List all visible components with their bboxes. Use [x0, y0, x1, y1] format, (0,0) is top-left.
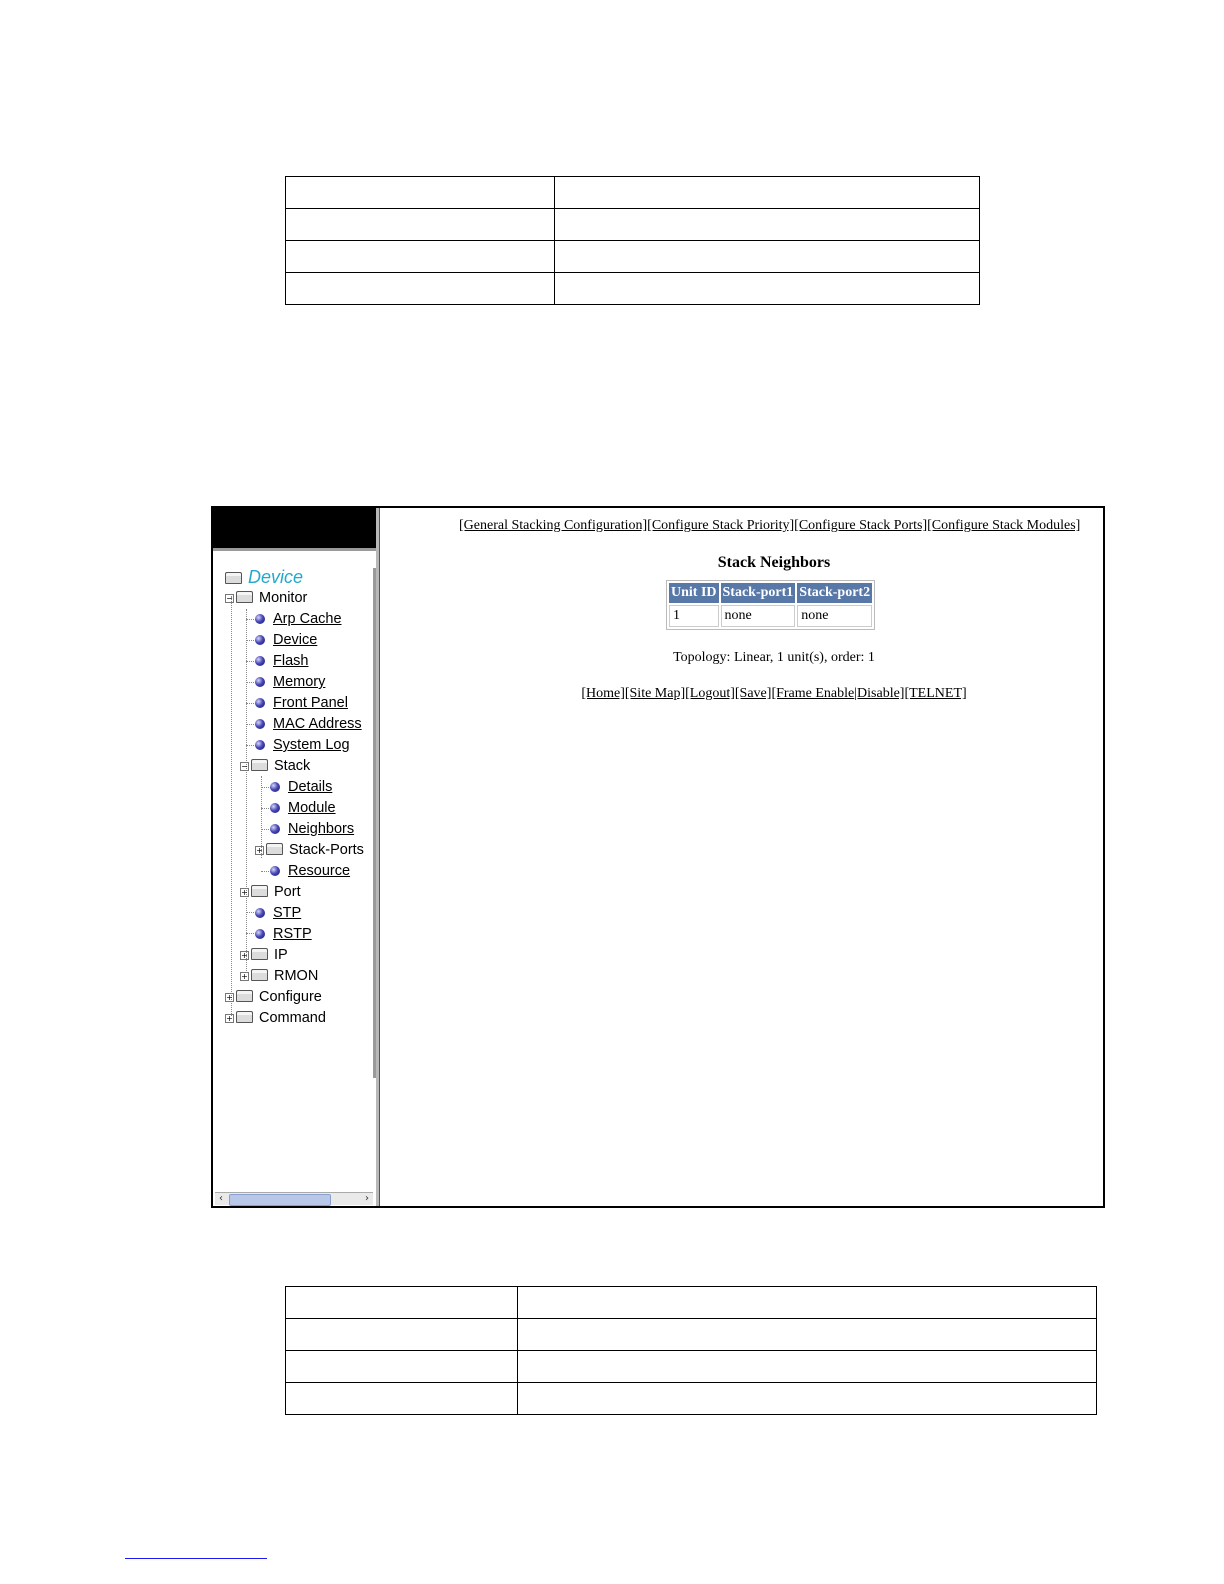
bullet-icon [255, 614, 265, 624]
link-home[interactable]: [Home] [581, 686, 625, 701]
tree-item-memory[interactable] [255, 673, 325, 691]
tree-item-module[interactable] [270, 799, 336, 817]
tree-label-rmon: RMON [274, 968, 319, 984]
tree-label-configure: Configure [259, 989, 322, 1005]
folder-open-icon [251, 759, 268, 771]
cell-stack-port1: none [721, 605, 796, 627]
link-memory[interactable]: Memory [273, 674, 326, 690]
tree-node-configure[interactable] [225, 988, 322, 1006]
link-disable[interactable]: |Disable] [854, 686, 905, 701]
tree-item-system-log[interactable] [255, 736, 350, 754]
header-unit-id: Unit ID [669, 583, 719, 603]
document-table-bottom [285, 1286, 1097, 1415]
tree-node-port[interactable] [240, 883, 301, 901]
tree-node-stack-ports[interactable] [255, 841, 364, 859]
bullet-icon [270, 782, 280, 792]
link-details[interactable]: Details [288, 779, 333, 795]
tree-item-arp-cache[interactable] [255, 610, 342, 628]
tree-node-command[interactable] [225, 1009, 326, 1027]
expand-icon[interactable]: + [241, 972, 248, 981]
folder-icon [236, 990, 253, 1002]
link-flash[interactable]: Flash [273, 653, 309, 669]
link-configure-stack-priority[interactable]: [Configure Stack Priority] [647, 518, 795, 533]
bullet-icon [255, 635, 265, 645]
scroll-right-icon[interactable]: › [365, 1193, 369, 1204]
link-stp[interactable]: STP [273, 905, 302, 921]
expand-icon[interactable]: + [226, 1014, 233, 1023]
bullet-icon [255, 656, 265, 666]
table-header-row [669, 583, 872, 603]
expand-icon[interactable]: + [226, 993, 233, 1002]
link-mac-address[interactable]: MAC Address [273, 716, 362, 732]
tree-node-stack[interactable] [240, 757, 310, 775]
link-system-log[interactable]: System Log [273, 737, 350, 753]
scroll-thumb[interactable] [229, 1194, 331, 1206]
bullet-icon [255, 740, 265, 750]
main-content [381, 508, 1101, 1206]
link-rstp[interactable]: RSTP [273, 926, 312, 942]
folder-icon [236, 1011, 253, 1023]
cell-unit-id: 1 [669, 605, 719, 627]
tree-item-front-panel[interactable] [255, 694, 348, 712]
footer-links [381, 686, 1167, 702]
folder-open-icon [236, 591, 253, 603]
link-module[interactable]: Module [288, 800, 336, 816]
link-device[interactable]: Device [273, 632, 318, 648]
link-site-map[interactable]: [Site Map] [624, 686, 686, 701]
tree-item-resource[interactable] [270, 862, 350, 880]
bullet-icon [255, 698, 265, 708]
collapse-icon[interactable]: − [226, 594, 233, 603]
link-arp-cache[interactable]: Arp Cache [273, 611, 342, 627]
tree-node-rmon[interactable] [240, 967, 318, 985]
folder-icon [251, 969, 268, 981]
tree-label-command: Command [259, 1010, 326, 1026]
tree-item-neighbors[interactable] [270, 820, 354, 838]
link-configure-stack-ports[interactable]: [Configure Stack Ports] [794, 518, 928, 533]
expand-icon[interactable]: + [241, 888, 248, 897]
tree-item-mac-address[interactable] [255, 715, 362, 733]
link-front-panel[interactable]: Front Panel [273, 695, 348, 711]
navigation-tree [213, 508, 373, 1198]
header-stack-port1: Stack-port1 [721, 583, 796, 603]
link-logout[interactable]: [Logout] [685, 686, 735, 701]
header-stack-port2: Stack-port2 [797, 583, 872, 603]
bullet-icon [255, 908, 265, 918]
folder-icon [251, 885, 268, 897]
tree-item-rstp[interactable] [255, 925, 312, 943]
link-telnet[interactable]: [TELNET] [904, 686, 967, 701]
tree-root-device[interactable] [225, 568, 303, 588]
tree-label-port: Port [274, 884, 301, 900]
table-row [669, 605, 872, 627]
bullet-icon [255, 719, 265, 729]
cell-stack-port2: none [797, 605, 872, 627]
tree-label-stack-ports: Stack-Ports [289, 842, 364, 858]
link-general-stacking-configuration[interactable]: [General Stacking Configuration] [459, 518, 648, 533]
page-title: Stack Neighbors [717, 554, 831, 571]
tree-label-stack: Stack [274, 758, 311, 774]
tree-root-label: Device [248, 567, 304, 587]
scroll-left-icon[interactable]: ‹ [219, 1193, 223, 1204]
bullet-icon [270, 866, 280, 876]
bullet-icon [255, 929, 265, 939]
tree-item-stp[interactable] [255, 904, 301, 922]
tree-label-monitor: Monitor [259, 590, 308, 606]
bullet-icon [270, 803, 280, 813]
tree-item-details[interactable] [270, 778, 332, 796]
expand-icon[interactable]: + [241, 951, 248, 960]
tree-node-monitor[interactable] [225, 589, 307, 607]
topology-text: Topology: Linear, 1 unit(s), order: 1 [673, 650, 875, 665]
collapse-icon[interactable]: − [241, 762, 248, 771]
tree-item-flash[interactable] [255, 652, 308, 670]
link-frame-enable[interactable]: [Frame Enable [771, 686, 855, 701]
bullet-icon [270, 824, 280, 834]
stacking-config-links [459, 518, 1080, 534]
link-resource[interactable]: Resource [288, 863, 351, 879]
expand-icon[interactable]: + [256, 846, 263, 855]
folder-icon [266, 843, 283, 855]
tree-item-device[interactable] [255, 631, 317, 649]
bullet-icon [255, 677, 265, 687]
link-save[interactable]: [Save] [734, 686, 772, 701]
footnote-rule [125, 1558, 267, 1559]
tree-node-ip[interactable] [240, 946, 288, 964]
web-management-screenshot [211, 506, 1105, 1208]
link-neighbors[interactable]: Neighbors [288, 821, 355, 837]
document-table-top [285, 176, 980, 305]
folder-icon [251, 948, 268, 960]
link-configure-stack-modules[interactable]: [Configure Stack Modules] [927, 518, 1081, 533]
tree-label-ip: IP [274, 947, 288, 963]
stack-neighbors-table [666, 580, 875, 630]
folder-open-icon [225, 572, 242, 584]
navigation-pane [213, 508, 377, 1206]
nav-horizontal-scrollbar[interactable] [215, 1192, 373, 1205]
frame-separator[interactable] [376, 508, 380, 1206]
